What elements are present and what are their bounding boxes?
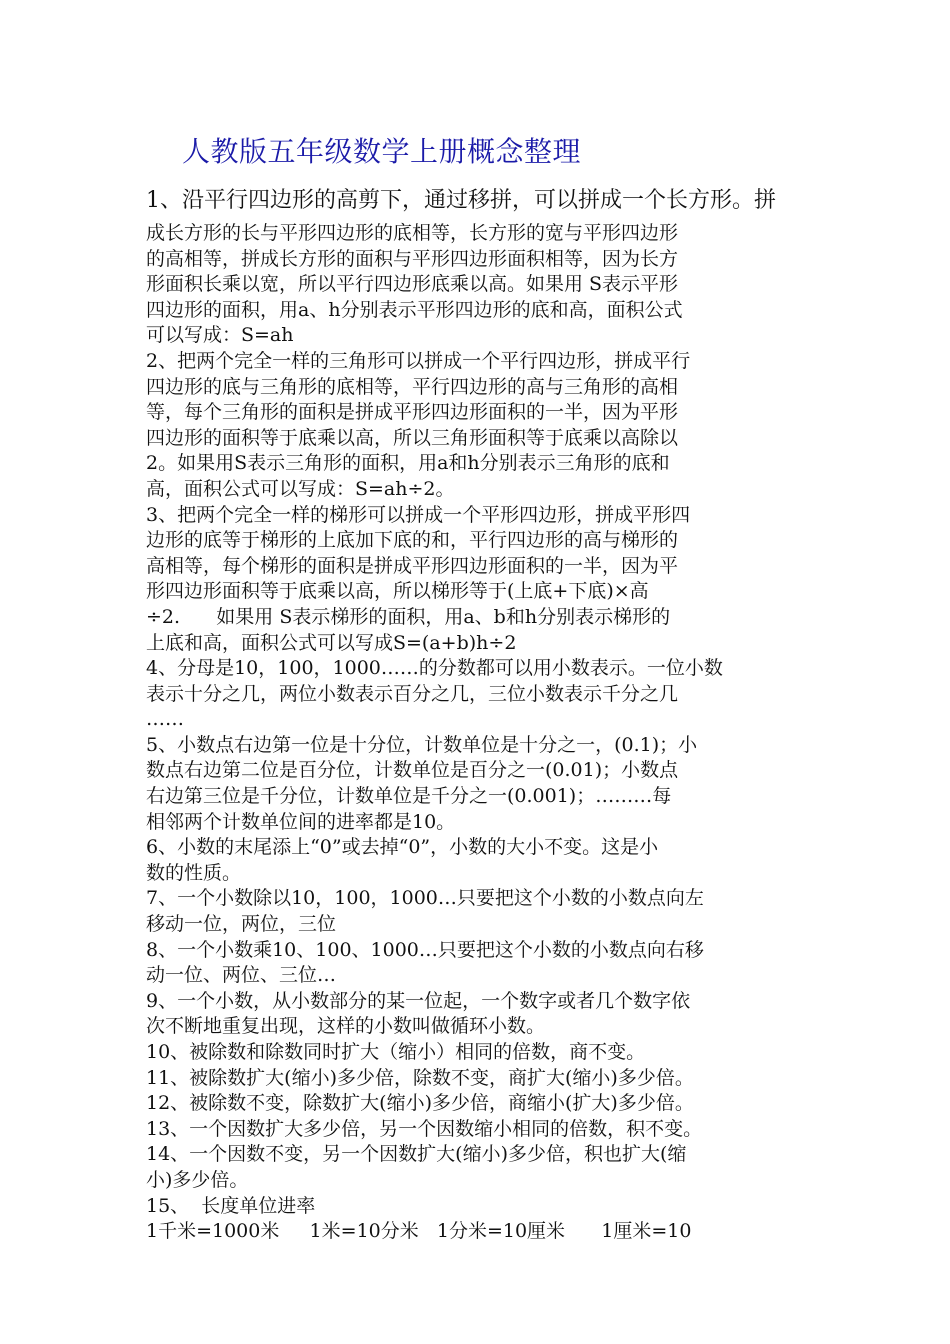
text-line: 10、被除数和除数同时扩大（缩小）相同的倍数，商不变。: [146, 1041, 646, 1063]
text-line: 等，每个三角形的面积是拼成平形四边形面积的一半，因为平形: [146, 401, 679, 424]
text-line: 15、 长度单位进率: [146, 1194, 316, 1217]
text-line: 高相等，每个梯形的面积是拼成平形四边形面积的一半，因为平: [146, 554, 679, 577]
text-line: 表示十分之几，两位小数表示百分之几，三位小数表示千分之几: [146, 682, 679, 705]
text-line: 形面积长乘以宽，所以平行四边形底乘以高。如果用 S表示平形: [146, 273, 679, 296]
text-line: 右边第三位是千分位，计数单位是千分之一(0.001)；………每: [146, 785, 672, 808]
text-line: 数的性质。: [146, 861, 242, 884]
text-line: 7、一个小数除以10，100，1000…只要把这个小数的小数点向左: [146, 887, 704, 910]
text-line: 可以写成：S=ah: [146, 324, 294, 347]
text-line: 四边形的面积，用a、h分别表示平形四边形的底和高，面积公式: [146, 298, 683, 321]
text-line: 5、小数点右边第一位是十分位，计数单位是十分之一，(0.1)；小: [146, 733, 698, 756]
text-line: 8、一个小数乘10、100、1000…只要把这个小数的小数点向右移: [146, 938, 704, 961]
text-line: 13、一个因数扩大多少倍，另一个因数缩小相同的倍数，积不变。: [146, 1117, 703, 1140]
text-line: 小)多少倍。: [146, 1168, 249, 1191]
text-line: 形四边形面积等于底乘以高，所以梯形等于(上底+下底)×高: [146, 580, 649, 603]
text-line: 2。如果用S表示三角形的面积，用a和h分别表示三角形的底和: [146, 452, 670, 475]
text-line: ……: [146, 708, 184, 731]
text-line: 1千米=1000米 1米=10分米 1分米=10厘米 1厘米=10: [146, 1220, 692, 1243]
text-line: 成长方形的长与平形四边形的底相等，长方形的宽与平形四边形: [146, 222, 679, 244]
text-line: 9、一个小数，从小数部分的某一位起，一个数字或者几个数字依: [146, 989, 691, 1012]
text-line: 高，面积公式可以写成：S=ah÷2。: [146, 477, 455, 500]
document-body: [146, 221, 810, 1245]
text-line: 四边形的底与三角形的底相等，平行四边形的高与三角形的高相: [146, 375, 679, 398]
text-line: 四边形的面积等于底乘以高，所以三角形面积等于底乘以高除以: [146, 426, 679, 449]
text-line: 移动一位，两位，三位: [146, 913, 337, 936]
text-line: 数点右边第二位是百分位，计数单位是百分之一(0.01)；小数点: [146, 759, 679, 782]
text-line: 边形的底等于梯形的上底加下底的和，平行四边形的高与梯形的: [146, 529, 679, 552]
text-line: 的高相等，拼成长方形的面积与平形四边形面积相等，因为长方: [146, 247, 679, 270]
text-line: 14、一个因数不变，另一个因数扩大(缩小)多少倍，积也扩大(缩: [146, 1143, 687, 1166]
text-line: 6、小数的末尾添上“0”或去掉“0”，小数的大小不变。这是小: [146, 836, 659, 859]
text-line: 动一位、两位、三位…: [146, 964, 337, 987]
text-line: 12、被除数不变，除数扩大(缩小)多少倍，商缩小(扩大)多少倍。: [146, 1092, 694, 1115]
paragraph-first-line: 1、沿平行四边形的高剪下，通过移拼，可以拼成一个长方形。拼: [146, 188, 776, 213]
text-line: 3、把两个完全一样的梯形可以拼成一个平形四边形，拼成平形四: [146, 503, 691, 526]
text-line: 2、把两个完全一样的三角形可以拼成一个平行四边形，拼成平行: [146, 349, 691, 372]
document-title: 人教版五年级数学上册概念整理: [182, 135, 582, 168]
text-line: 相邻两个计数单位间的进率都是10。: [146, 810, 456, 833]
text-line: 11、被除数扩大(缩小)多少倍，除数不变，商扩大(缩小)多少倍。: [146, 1066, 694, 1089]
text-line: 上底和高，面积公式可以写成S=(a+b)h÷2: [146, 631, 517, 654]
text-line: 次不断地重复出现，这样的小数叫做循环小数。: [146, 1015, 546, 1038]
text-line: ÷2. 如果用 S表示梯形的面积，用a、b和h分别表示梯形的: [146, 605, 671, 628]
text-line: 4、分母是10，100，1000……的分数都可以用小数表示。一位小数: [146, 657, 723, 680]
